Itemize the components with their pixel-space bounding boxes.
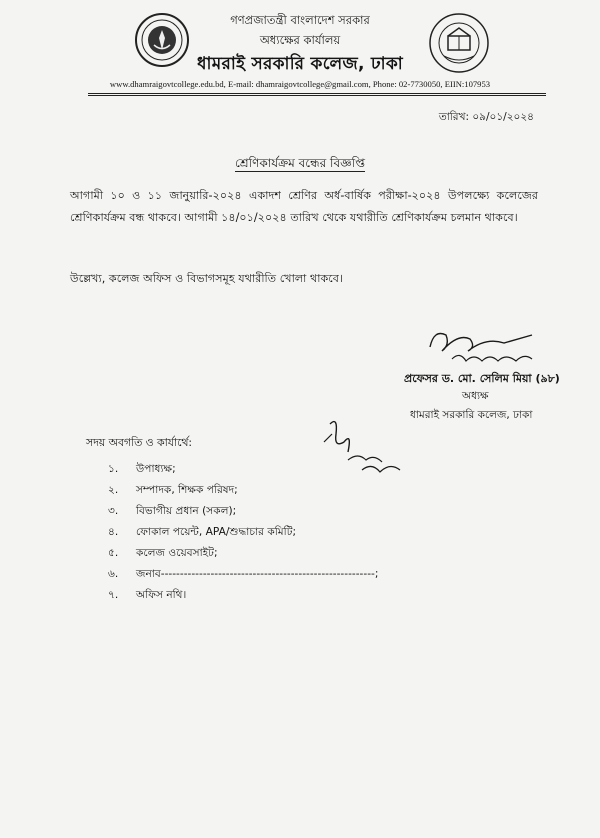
- list-item-text: বিভাগীয় প্রধান (সকল);: [136, 505, 237, 517]
- header-divider: [88, 95, 546, 96]
- list-item-text: উপাধ্যক্ষ;: [136, 463, 176, 475]
- government-name: গণপ্রজাতন্ত্রী বাংলাদেশ সরকার: [230, 13, 370, 27]
- list-item: [108, 585, 378, 606]
- signer-organization: ধামরাই সরকারি কলেজ, ঢাকা: [410, 409, 533, 421]
- notice-paragraph: উল্লেখ্য, কলেজ অফিস ও বিভাগসমূহ যথারীতি খোলা থাকবে।: [70, 272, 344, 285]
- signer-title: অধ্যক্ষ: [462, 390, 489, 402]
- list-item-number: ১.: [108, 463, 119, 475]
- office-name: অধ্যক্ষের কার্যালয়: [259, 33, 341, 47]
- signature-mark: [420, 325, 540, 367]
- list-item: [108, 522, 378, 543]
- distribution-list: [108, 459, 378, 606]
- college-name: ধামরাই সরকারি কলেজ, ঢাকা: [197, 54, 403, 74]
- contact-info: www.dhamraigovtcollege.edu.bd, E-mail: dhamraigovtcollege@gmail.com, Phone: 02-7730050, EIIN:107953: [109, 79, 491, 89]
- list-item-text: অফিস নথি।: [136, 589, 187, 601]
- list-item: [108, 543, 378, 564]
- college-logo: [428, 12, 490, 74]
- list-item: [108, 459, 378, 480]
- notice-date: তারিখ: ০৯/০১/২০২৪: [438, 111, 534, 123]
- list-item-number: ৫.: [108, 547, 119, 559]
- signer-name: প্রফেসর ড. মো. সেলিম মিয়া (৯৮): [404, 372, 560, 385]
- distribution-heading: সদয় অবগতি ও কার্যার্থে:: [86, 436, 193, 449]
- list-item-number: ৪.: [108, 526, 119, 538]
- list-item-text: জনাব--------------------------------------------------------;: [136, 568, 379, 580]
- list-item-number: ৭.: [108, 589, 119, 601]
- list-item-text: সম্পাদক, শিক্ষক পরিষদ;: [136, 484, 238, 496]
- list-item-text: ফোকাল পয়েন্ট, APA/শুদ্ধাচার কমিটি;: [136, 526, 297, 538]
- list-item-number: ২.: [108, 484, 119, 496]
- list-item-number: ৩.: [108, 505, 119, 517]
- list-item: [108, 480, 378, 501]
- header-divider: [88, 93, 546, 94]
- list-item: [108, 501, 378, 522]
- notice-paragraph: আগামী ১০ ও ১১ জানুয়ারি-২০২৪ একাদশ শ্রেণির অর্ধ-বার্ষিক পরীক্ষা-২০২৪ উপলক্ষ্যে কলেজের শ্রেণিকার্যক্রম বন্ধ থাকবে। আগামী ১৪/০১/২০২৪ তারিখ থেকে যথারীতি শ্রেণিকার্যক্রম চলমান থাকবে।: [70, 189, 538, 224]
- list-item: [108, 564, 378, 585]
- list-item-text: কলেজ ওয়েবসাইট;: [136, 547, 218, 559]
- notice-title: [0, 155, 600, 175]
- notice-title-text: শ্রেণিকার্যক্রম বন্ধের বিজ্ঞপ্তি: [235, 156, 365, 170]
- list-item-number: ৬.: [108, 568, 119, 580]
